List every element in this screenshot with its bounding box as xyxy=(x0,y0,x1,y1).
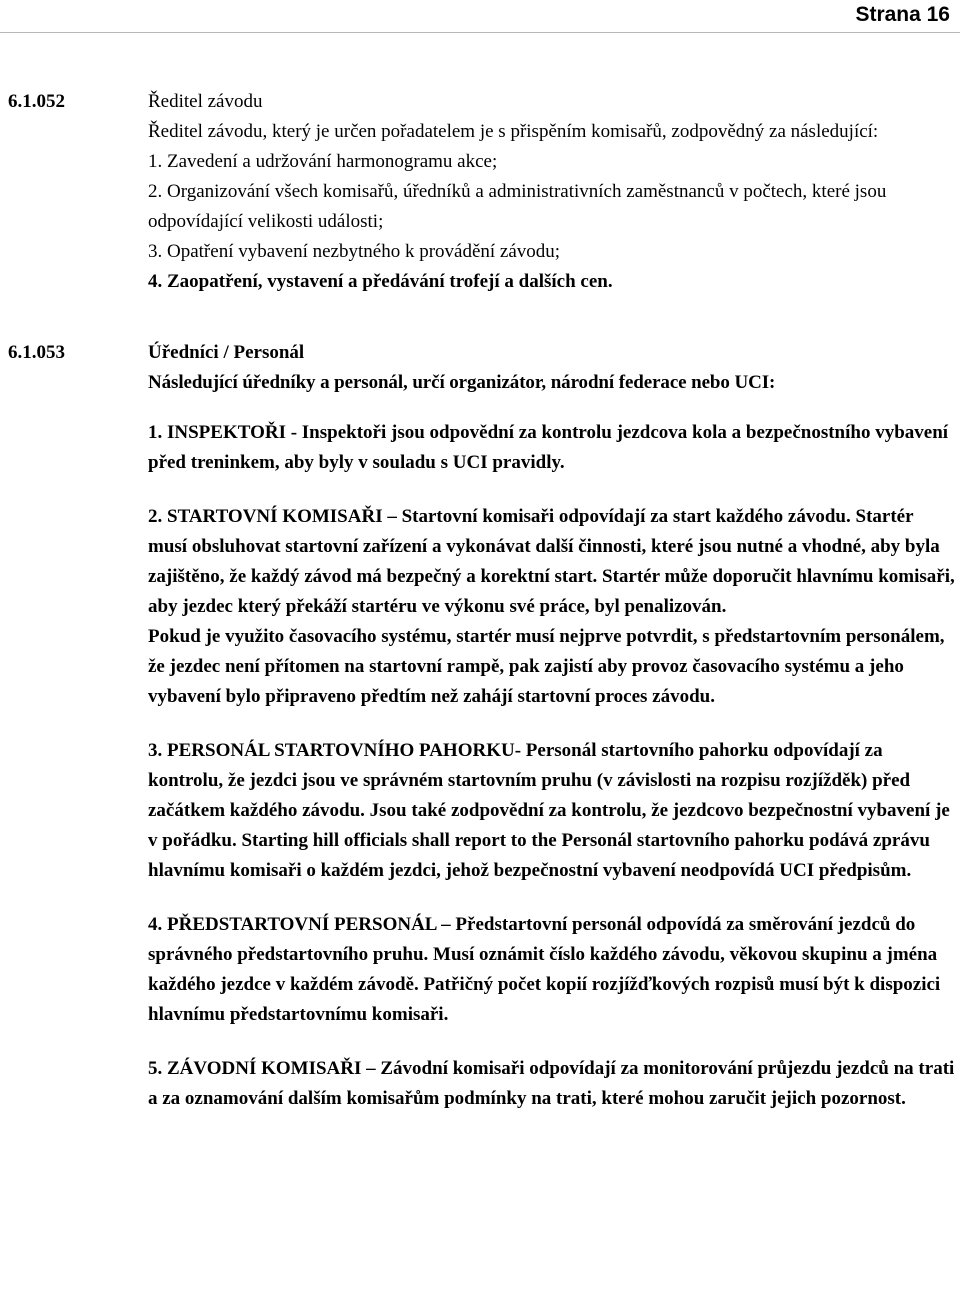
list-item: 3. Opatření vybavení nezbytného k provádění závodu; xyxy=(148,241,561,262)
section-body xyxy=(148,87,956,297)
section-intro: Ředitel závodu, který je určen pořadatelem je s přispěním komisařů, zodpovědný za následující: xyxy=(148,121,879,142)
paragraph-inspectors: 1. INSPEKTOŘI - Inspektoři jsou odpovědní za kontrolu jezdcova kola a bezpečnostního vybavení před treninkem, aby byly v souladu s UCI pravidly. xyxy=(148,422,949,473)
paragraph-race-officials: 5. ZÁVODNÍ KOMISAŘI – Závodní komisaři odpovídají za monitorování průjezdu jezdců na trati a za oznamování dalším komisařům podmínky na trati, které mohou zaručit jejich pozornost. xyxy=(148,1058,955,1109)
section-number: 6.1.053 xyxy=(8,342,65,363)
list-item: 2. Organizování všech komisařů, úředníků a administrativních zaměstnanců v počtech, které jsou odpovídající velikosti události; xyxy=(148,181,887,232)
section-title: Ředitel závodu xyxy=(148,91,263,112)
section-body xyxy=(148,338,956,1114)
paragraph-pre-start: 4. PŘEDSTARTOVNÍ PERSONÁL – Předstartovní personál odpovídá za směrování jezdců do správného předstartovního pruhu. Musí oznámit číslo každého závodu, věkovou skupinu a jména každého jezdce v každém závodě. Patřičný počet kopií rozjížďkových rozpisů musí být k dispozici hlavnímu předstartovnímu komisaři. xyxy=(148,914,941,1025)
section-intro: Následující úředníky a personál, určí organizátor, národní federace nebo UCI: xyxy=(148,372,776,393)
page-header xyxy=(0,0,960,33)
paragraph-start-officials: 2. STARTOVNÍ KOMISAŘI – Startovní komisaři odpovídají za start každého závodu. Startér musí obsluhovat startovní zařízení a vykonávat další činnosti, které jsou nutné a vhodné, aby byla zajištěno, že každý závod má bezpečný a korektní start. Startér může doporučit hlavnímu komisaři, aby jezdec který překáží startéru ve výkonu své práce, byl penalizován. xyxy=(148,506,955,617)
page-number: Strana 16 xyxy=(855,3,950,26)
section-title: Úředníci / Personál xyxy=(148,342,305,363)
paragraph-starting-hill: 3. PERSONÁL STARTOVNÍHO PAHORKU- Personál startovního pahorku odpovídají za kontrolu, že jezdci jsou ve správném startovním pruhu (v závislosti na rozpisu rozjížděk) před začátkem každého závodu. Jsou také zodpovědní za kontrolu, že jezdcovo bezpečnostní vybavení je v pořádku. Starting hill officials shall report to the Personál startovního pahorku podává zprávu hlavnímu komisaři o každém jezdci, jehož bezpečnostní vybavení neodpovídá UCI předpisům. xyxy=(148,740,950,881)
list-item: 1. Zavedení a udržování harmonogramu akce; xyxy=(148,151,498,172)
list-item: 4. Zaopatření, vystavení a předávání trofejí a dalších cen. xyxy=(148,271,613,292)
section-number: 6.1.052 xyxy=(8,91,65,112)
paragraph-timing-system: Pokud je využito časovacího systému, startér musí nejprve potvrdit, s předstartovním personálem, že jezdec není přítomen na startovní rampě, pak zajistí aby provoz časovacího systému a jeho vybavení bylo připraveno předtím než zahájí startovní proces závodu. xyxy=(148,626,945,707)
